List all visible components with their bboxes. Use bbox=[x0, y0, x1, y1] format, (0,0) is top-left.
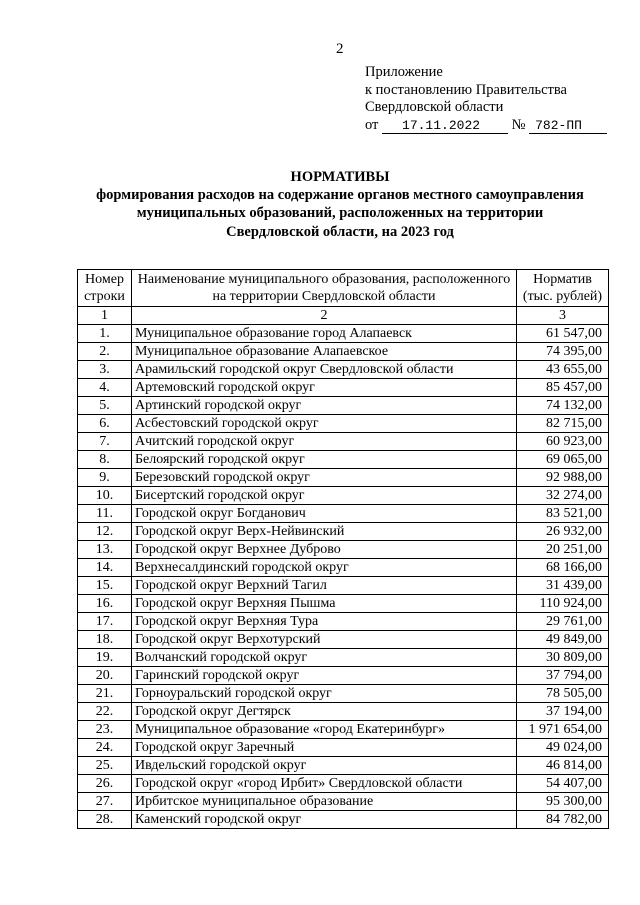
header-norm: Норматив (тыс. рублей) bbox=[517, 270, 609, 307]
norm-value: 84 782,00 bbox=[517, 811, 609, 829]
municipality-name: Городской округ Верхняя Пышма bbox=[132, 595, 517, 613]
row-number: 26. bbox=[78, 775, 132, 793]
table-row bbox=[78, 577, 609, 595]
row-number: 28. bbox=[78, 811, 132, 829]
table-row bbox=[78, 739, 609, 757]
column-index: 2 bbox=[132, 307, 517, 325]
municipality-name: Горноуральский городской округ bbox=[132, 685, 517, 703]
row-number: 19. bbox=[78, 649, 132, 667]
norm-value: 43 655,00 bbox=[517, 361, 609, 379]
municipality-name: Городской округ Верх-Нейвинский bbox=[132, 523, 517, 541]
municipality-name: Бисертский городской округ bbox=[132, 487, 517, 505]
norm-value: 85 457,00 bbox=[517, 379, 609, 397]
norm-value: 78 505,00 bbox=[517, 685, 609, 703]
column-index: 1 bbox=[78, 307, 132, 325]
row-number: 20. bbox=[78, 667, 132, 685]
table-row bbox=[78, 487, 609, 505]
title-line-3: Свердловской области, на 2023 год bbox=[226, 223, 454, 240]
column-index-row bbox=[78, 307, 609, 325]
row-number: 24. bbox=[78, 739, 132, 757]
norms-table bbox=[77, 269, 609, 829]
norm-value: 95 300,00 bbox=[517, 793, 609, 811]
table-row bbox=[78, 433, 609, 451]
norm-value: 49 024,00 bbox=[517, 739, 609, 757]
municipality-name: Городской округ Заречный bbox=[132, 739, 517, 757]
row-number: 4. bbox=[78, 379, 132, 397]
norm-value: 82 715,00 bbox=[517, 415, 609, 433]
number-label: № bbox=[511, 116, 526, 133]
table-row bbox=[78, 325, 609, 343]
row-number: 7. bbox=[78, 433, 132, 451]
table-row bbox=[78, 523, 609, 541]
document-title bbox=[60, 168, 620, 241]
table-row bbox=[78, 757, 609, 775]
row-number: 23. bbox=[78, 721, 132, 739]
row-number: 21. bbox=[78, 685, 132, 703]
decree-number: 782-ПП bbox=[529, 119, 607, 134]
municipality-name: Городской округ Верхняя Тура bbox=[132, 613, 517, 631]
column-index: 3 bbox=[517, 307, 609, 325]
table-row bbox=[78, 361, 609, 379]
norm-value: 92 988,00 bbox=[517, 469, 609, 487]
norm-value: 74 395,00 bbox=[517, 343, 609, 361]
appendix-date-line bbox=[365, 117, 607, 135]
norm-value: 83 521,00 bbox=[517, 505, 609, 523]
table-row bbox=[78, 379, 609, 397]
municipality-name: Городской округ Дегтярск bbox=[132, 703, 517, 721]
row-number: 15. bbox=[78, 577, 132, 595]
municipality-name: Городской округ Верхнее Дуброво bbox=[132, 541, 517, 559]
title-heading: НОРМАТИВЫ bbox=[290, 169, 390, 185]
row-number: 9. bbox=[78, 469, 132, 487]
municipality-name: Муниципальное образование город Алапаевск bbox=[132, 325, 517, 343]
row-number: 17. bbox=[78, 613, 132, 631]
municipality-name: Городской округ Верхний Тагил bbox=[132, 577, 517, 595]
table-row bbox=[78, 721, 609, 739]
municipality-name: Каменский городской округ bbox=[132, 811, 517, 829]
row-number: 13. bbox=[78, 541, 132, 559]
norm-value: 37 194,00 bbox=[517, 703, 609, 721]
municipality-name: Белоярский городской округ bbox=[132, 451, 517, 469]
appendix-block bbox=[365, 64, 607, 134]
norm-value: 30 809,00 bbox=[517, 649, 609, 667]
row-number: 6. bbox=[78, 415, 132, 433]
norm-value: 26 932,00 bbox=[517, 523, 609, 541]
table-row bbox=[78, 505, 609, 523]
table-row bbox=[78, 397, 609, 415]
row-number: 1. bbox=[78, 325, 132, 343]
table-row bbox=[78, 775, 609, 793]
municipality-name: Городской округ Богданович bbox=[132, 505, 517, 523]
municipality-name: Верхнесалдинский городской округ bbox=[132, 559, 517, 577]
municipality-name: Городской округ Верхотурский bbox=[132, 631, 517, 649]
row-number: 14. bbox=[78, 559, 132, 577]
row-number: 2. bbox=[78, 343, 132, 361]
table-row bbox=[78, 613, 609, 631]
row-number: 22. bbox=[78, 703, 132, 721]
table-row bbox=[78, 649, 609, 667]
row-number: 12. bbox=[78, 523, 132, 541]
appendix-line-3: Свердловской области bbox=[365, 99, 504, 115]
norm-value: 1 971 654,00 bbox=[517, 721, 609, 739]
norm-value: 37 794,00 bbox=[517, 667, 609, 685]
row-number: 16. bbox=[78, 595, 132, 613]
table-row bbox=[78, 595, 609, 613]
norm-value: 74 132,00 bbox=[517, 397, 609, 415]
row-number: 8. bbox=[78, 451, 132, 469]
table-row bbox=[78, 541, 609, 559]
table-header-row bbox=[78, 270, 609, 307]
norm-value: 49 849,00 bbox=[517, 631, 609, 649]
row-number: 27. bbox=[78, 793, 132, 811]
norm-value: 54 407,00 bbox=[517, 775, 609, 793]
appendix-line-2: к постановлению Правительства bbox=[365, 81, 567, 98]
municipality-name: Артинский городской округ bbox=[132, 397, 517, 415]
header-row-number: Номер строки bbox=[78, 270, 132, 307]
row-number: 25. bbox=[78, 757, 132, 775]
table-row bbox=[78, 559, 609, 577]
municipality-name: Артемовский городской округ bbox=[132, 379, 517, 397]
norm-value: 68 166,00 bbox=[517, 559, 609, 577]
norm-value: 61 547,00 bbox=[517, 325, 609, 343]
municipality-name: Волчанский городской округ bbox=[132, 649, 517, 667]
table-row bbox=[78, 451, 609, 469]
decree-date: 17.11.2022 bbox=[382, 119, 508, 134]
header-municipality: Наименование муниципального образования, расположенного на территории Свердловской области bbox=[132, 270, 517, 307]
table-row bbox=[78, 343, 609, 361]
table-row bbox=[78, 667, 609, 685]
table-row bbox=[78, 415, 609, 433]
municipality-name: Гаринский городской округ bbox=[132, 667, 517, 685]
page-number: 2 bbox=[336, 41, 344, 57]
municipality-name: Муниципальное образование «город Екатеринбург» bbox=[132, 721, 517, 739]
municipality-name: Муниципальное образование Алапаевское bbox=[132, 343, 517, 361]
appendix-line-1: Приложение bbox=[365, 64, 443, 80]
norm-value: 32 274,00 bbox=[517, 487, 609, 505]
norm-value: 69 065,00 bbox=[517, 451, 609, 469]
municipality-name: Ивдельский городской округ bbox=[132, 757, 517, 775]
municipality-name: Ачитский городской округ bbox=[132, 433, 517, 451]
norm-value: 110 924,00 bbox=[517, 595, 609, 613]
municipality-name: Арамильский городской округ Свердловской области bbox=[132, 361, 517, 379]
norm-value: 46 814,00 bbox=[517, 757, 609, 775]
table-row bbox=[78, 631, 609, 649]
norm-value: 29 761,00 bbox=[517, 613, 609, 631]
municipality-name: Березовский городской округ bbox=[132, 469, 517, 487]
title-line-1: формирования расходов на содержание органов местного самоуправления bbox=[96, 187, 584, 204]
row-number: 11. bbox=[78, 505, 132, 523]
norm-value: 60 923,00 bbox=[517, 433, 609, 451]
row-number: 5. bbox=[78, 397, 132, 415]
row-number: 18. bbox=[78, 631, 132, 649]
table-row bbox=[78, 793, 609, 811]
from-label: от bbox=[365, 116, 379, 133]
table-row bbox=[78, 469, 609, 487]
row-number: 10. bbox=[78, 487, 132, 505]
row-number: 3. bbox=[78, 361, 132, 379]
table-row bbox=[78, 703, 609, 721]
municipality-name: Асбестовский городской округ bbox=[132, 415, 517, 433]
norm-value: 20 251,00 bbox=[517, 541, 609, 559]
title-line-2: муниципальных образований, расположенных на территории bbox=[136, 205, 544, 222]
table-row bbox=[78, 685, 609, 703]
table-row bbox=[78, 811, 609, 829]
norm-value: 31 439,00 bbox=[517, 577, 609, 595]
municipality-name: Ирбитское муниципальное образование bbox=[132, 793, 517, 811]
municipality-name: Городской округ «город Ирбит» Свердловской области bbox=[132, 775, 517, 793]
